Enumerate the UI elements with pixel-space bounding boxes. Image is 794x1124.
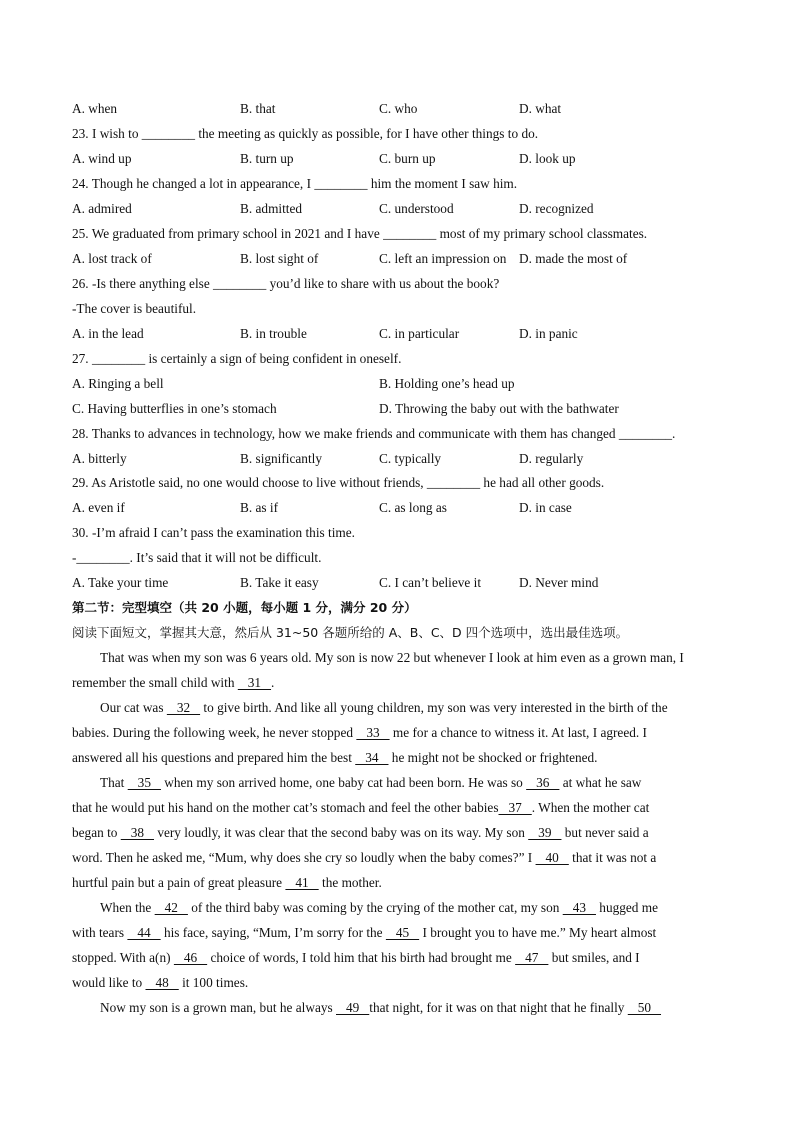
passage-text: hugged me — [595, 900, 659, 915]
option-b: B. in trouble — [240, 326, 307, 341]
passage-line — [72, 995, 722, 1020]
blank-36: 36 — [526, 775, 560, 790]
passage-text: I brought you to have me.” My heart almost — [419, 925, 657, 940]
blank-37: 37 — [498, 800, 532, 815]
passage-text: but never said a — [561, 825, 649, 840]
options-q29 — [72, 495, 722, 520]
option-b: B. significantly — [240, 451, 322, 466]
option-a: A. Take your time — [72, 575, 169, 590]
option-b: B. admitted — [240, 201, 303, 216]
option-c: C. burn up — [379, 151, 436, 166]
option-b: B. turn up — [240, 151, 294, 166]
options-q27-row2 — [72, 396, 722, 421]
option-c: C. in particular — [379, 326, 460, 341]
passage-text: very loudly, it was clear that the second baby was on its way. My son — [154, 825, 529, 840]
passage-text: babies. During the following week, he never stopped — [72, 725, 357, 740]
option-b: B. that — [240, 101, 276, 116]
passage-text: word. Then he asked me, “Mum, why does she cry so loudly when the baby comes?” I — [72, 850, 536, 865]
passage-text: his face, saying, “Mum, I’m sorry for the — [160, 925, 386, 940]
option-c: C. Having butterflies in one’s stomach — [72, 401, 277, 416]
blank-31: 31 — [237, 675, 272, 690]
blank-34: 34 — [355, 750, 389, 765]
passage-line — [72, 820, 722, 845]
passage-text: to give birth. And like all young children, my son was very interested in the birth of the — [200, 700, 668, 715]
passage-line — [72, 695, 722, 720]
question-25: 25. We graduated from primary school in 2021 and I have ________ most of my primary school classmates. — [72, 226, 648, 241]
options-q30 — [72, 570, 722, 595]
passage-text: but smiles, and I — [548, 950, 640, 965]
question-26: 26. -Is there anything else ________ you’d like to share with us about the book? — [72, 276, 500, 291]
passage-text: me for a chance to witness it. At last, I agreed. I — [389, 725, 647, 740]
blank-40: 40 — [535, 850, 569, 865]
option-d: D. regularly — [519, 451, 584, 466]
passage-line — [72, 795, 722, 820]
option-a: A. admired — [72, 201, 132, 216]
blank-46: 46 — [173, 950, 208, 965]
passage-text: When the — [100, 900, 155, 915]
option-c: C. I can’t believe it — [379, 575, 482, 590]
blank-48: 48 — [145, 975, 179, 990]
question-29: 29. As Aristotle said, no one would choose to live without friends, ________ he had all other goods. — [72, 475, 605, 490]
option-b: B. Holding one’s head up — [379, 376, 515, 391]
option-b: B. Take it easy — [240, 575, 319, 590]
option-a: A. when — [72, 101, 118, 116]
option-d: D. recognized — [519, 201, 594, 216]
options-q22 — [72, 96, 722, 121]
option-b: B. as if — [240, 500, 279, 515]
blank-44: 44 — [127, 925, 161, 940]
option-d: D. in case — [519, 500, 572, 515]
passage-line — [72, 870, 722, 895]
passage-text: it 100 times. — [178, 975, 249, 990]
blank-49: 49 — [336, 1000, 370, 1015]
options-q24 — [72, 196, 722, 221]
passage-line — [72, 845, 722, 870]
passage-line — [72, 720, 722, 745]
passage-line — [72, 670, 722, 695]
passage-text: remember the small child with — [72, 675, 238, 690]
passage-text: would like to — [72, 975, 146, 990]
option-d: D. Never mind — [519, 575, 599, 590]
section-instructions: 阅读下面短文，掌握其大意，然后从 31~50 各题所给的 A、B、C、D 四个选项中，选出最佳选项。 — [72, 625, 629, 640]
passage-text: answered all his questions and prepared him the best — [72, 750, 356, 765]
question-27: 27. ________ is certainly a sign of being confident in oneself. — [72, 351, 402, 366]
passage-text: that he would put his hand on the mother cat’s stomach and feel the other babies — [72, 800, 499, 815]
passage-text: began to — [72, 825, 121, 840]
passage-line — [72, 745, 722, 770]
option-c: C. as long as — [379, 500, 447, 515]
passage-text: the mother. — [318, 875, 382, 890]
blank-45: 45 — [385, 925, 420, 940]
question-30-reply: -________. It’s said that it will not be difficult. — [72, 550, 322, 565]
option-d: D. made the most of — [519, 251, 628, 266]
option-a: A. wind up — [72, 151, 132, 166]
passage-text: Now my son is a grown man, but he always — [100, 1000, 336, 1015]
blank-47: 47 — [515, 950, 549, 965]
passage-text: that it was not a — [568, 850, 657, 865]
option-a: A. Ringing a bell — [72, 376, 164, 391]
options-q25 — [72, 246, 722, 271]
question-26-reply: -The cover is beautiful. — [72, 301, 197, 316]
option-a: A. bitterly — [72, 451, 127, 466]
passage-line: That was when my son was 6 years old. My son is now 22 but whenever I look at him even as a grown man, I — [100, 650, 684, 665]
option-d: D. Throwing the baby out with the bathwater — [379, 401, 619, 416]
passage-text: of the third baby was coming by the crying of the mother cat, my son — [187, 900, 563, 915]
option-d: D. what — [519, 101, 562, 116]
options-q28 — [72, 446, 722, 471]
option-a: A. in the lead — [72, 326, 144, 341]
passage-text: That — [100, 775, 128, 790]
option-c: C. who — [379, 101, 418, 116]
option-d: D. in panic — [519, 326, 578, 341]
question-30: 30. -I’m afraid I can’t pass the examination this time. — [72, 525, 355, 540]
option-c: C. typically — [379, 451, 442, 466]
passage-text: choice of words, I told him that his birth had brought me — [207, 950, 516, 965]
passage-text: at what he saw — [559, 775, 642, 790]
option-c: C. understood — [379, 201, 454, 216]
blank-42: 42 — [154, 900, 188, 915]
option-c: C. left an impression on — [379, 251, 507, 266]
section-title: 第二节：完型填空（共 20 小题，每小题 1 分，满分 20 分） — [72, 600, 417, 615]
blank-38: 38 — [120, 825, 154, 840]
blank-35: 35 — [127, 775, 161, 790]
options-q26 — [72, 321, 722, 346]
passage-text: that night, for it was on that night that he finally — [369, 1000, 628, 1015]
passage-text: with tears — [72, 925, 128, 940]
question-28: 28. Thanks to advances in technology, how we make friends and communicate with them has changed ________. — [72, 426, 676, 441]
blank-41: 41 — [285, 875, 319, 890]
passage-line — [72, 970, 722, 995]
options-q27-row1 — [72, 371, 722, 396]
passage-text: . — [271, 675, 275, 690]
passage-text: when my son arrived home, one baby cat had been born. He was so — [160, 775, 527, 790]
passage-line — [72, 895, 722, 920]
passage-line — [72, 945, 722, 970]
passage-text: hurtful pain but a pain of great pleasure — [72, 875, 286, 890]
option-d: D. look up — [519, 151, 576, 166]
passage-line — [72, 920, 722, 945]
passage-text: stopped. With a(n) — [72, 950, 174, 965]
blank-50: 50 — [627, 1000, 662, 1015]
blank-39: 39 — [528, 825, 562, 840]
option-a: A. even if — [72, 500, 125, 515]
option-a: A. lost track of — [72, 251, 152, 266]
passage-line — [72, 770, 722, 795]
blank-33: 33 — [356, 725, 390, 740]
question-23: 23. I wish to ________ the meeting as quickly as possible, for I have other things to do. — [72, 126, 539, 141]
question-24: 24. Though he changed a lot in appearance, I ________ him the moment I saw him. — [72, 176, 518, 191]
passage-text: he might not be shocked or frightened. — [388, 750, 598, 765]
passage-text: Our cat was — [100, 700, 167, 715]
options-q23 — [72, 146, 722, 171]
blank-32: 32 — [166, 700, 201, 715]
passage-text: . When the mother cat — [531, 800, 650, 815]
option-b: B. lost sight of — [240, 251, 319, 266]
blank-43: 43 — [562, 900, 596, 915]
